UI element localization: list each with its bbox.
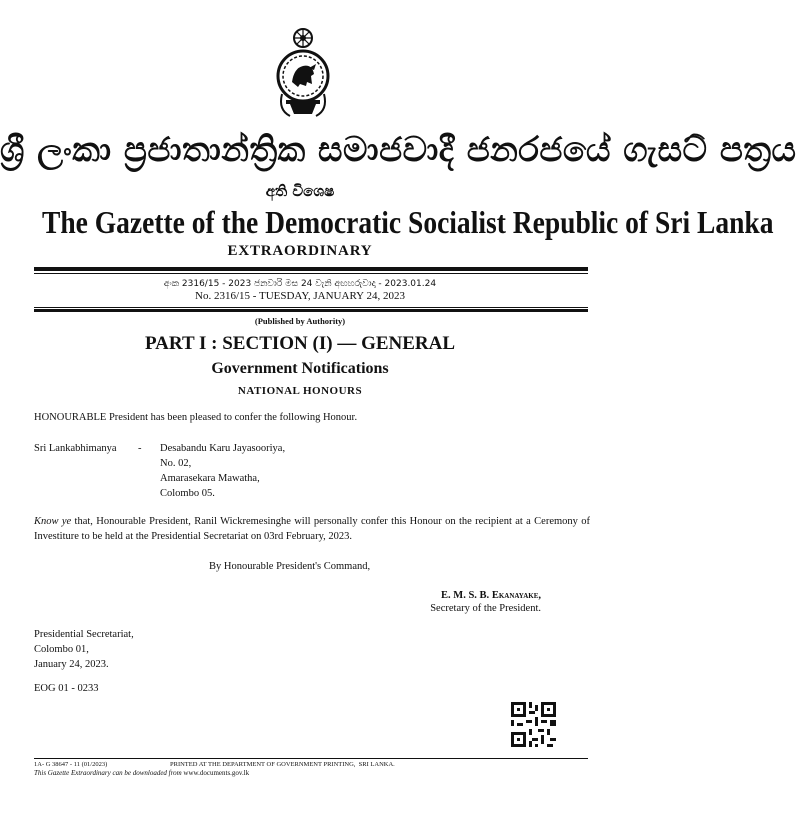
download-link[interactable]: www.documents.gov.lk [183, 769, 250, 777]
honour-title: Sri Lankabhimanya [34, 443, 117, 454]
separator-dash: - [138, 443, 142, 454]
national-emblem-icon [276, 24, 330, 120]
command-line: By Honourable President's Command, [209, 561, 371, 572]
origin-line: January 24, 2023. [34, 659, 109, 670]
recipient-address [160, 441, 285, 501]
issue-line-english: No. 2316/15 - TUESDAY, JANUARY 24, 2023 [195, 290, 405, 302]
origin-line: Colombo 01, [34, 644, 89, 655]
english-gazette-title: The Gazette of the Democratic Socialist Republic of Sri Lanka [42, 204, 774, 240]
signatory-initials: E. M. S. B. [441, 590, 492, 601]
know-ye-paragraph [34, 514, 590, 544]
footer-divider [34, 758, 588, 759]
intro-paragraph: HONOURABLE President has been pleased to confer the following Honour. [34, 412, 358, 423]
footer-download-note [34, 769, 249, 778]
section-title: Government Notifications [211, 360, 389, 377]
address-line: Amarasekara Mawatha, [160, 473, 260, 484]
published-by-authority: (Published by Authority) [254, 316, 346, 326]
qr-code-icon [511, 702, 556, 747]
know-ye-text: that, Honourable President, Ranil Wickremesinghe will personally confer this Honour on the recipient at a Ceremony of Investiture to be held at the Presidential Secretariat on 03rd February, 2023. [34, 516, 590, 542]
address-line: Colombo 05. [160, 488, 215, 499]
extraordinary-label: EXTRAORDINARY [227, 243, 373, 259]
divider-thin [34, 273, 588, 274]
divider-thin [34, 307, 588, 308]
address-line: Desabandu Karu Jayasooriya, [160, 443, 286, 454]
part-heading: PART I : SECTION (I) — GENERAL [144, 333, 456, 354]
footer-printer: PRINTED AT THE DEPARTMENT OF GOVERNMENT PRINTING, SRI LANKA. [170, 761, 395, 768]
know-ye-lead: Know ye [34, 516, 72, 527]
sinhala-extraordinary-label: අති විශෙෂ [265, 182, 335, 200]
signatory-surname: Ekanayake [491, 590, 539, 601]
sinhala-gazette-title: ශ්‍රී ලංකා ප්‍රජාතාන්ත්‍රික සමාජවාදී ජනරජයේ ගැසට් පත්‍රය [0, 130, 796, 170]
footer-code: 1A- G 38647 - 11 (01/2023) [34, 761, 108, 768]
signatory-title: Secretary of the President. [430, 603, 541, 614]
address-line: No. 02, [160, 458, 192, 469]
origin-block [34, 627, 134, 672]
divider-thick [34, 267, 588, 271]
origin-line: Presidential Secretariat, [34, 629, 134, 640]
signatory-name-suffix: , [538, 590, 541, 601]
divider-thick [34, 309, 588, 312]
subject-heading: NATIONAL HONOURS [237, 385, 363, 397]
download-text: This Gazette Extraordinary can be downloaded from [34, 769, 184, 777]
issue-line-sinhala: අංක 2316/15 - 2023 ජනවාරි මස 24 වැනි අඟහරුවාදා - 2023.01.24 [163, 279, 437, 289]
reference-number: EOG 01 - 0233 [34, 683, 99, 694]
